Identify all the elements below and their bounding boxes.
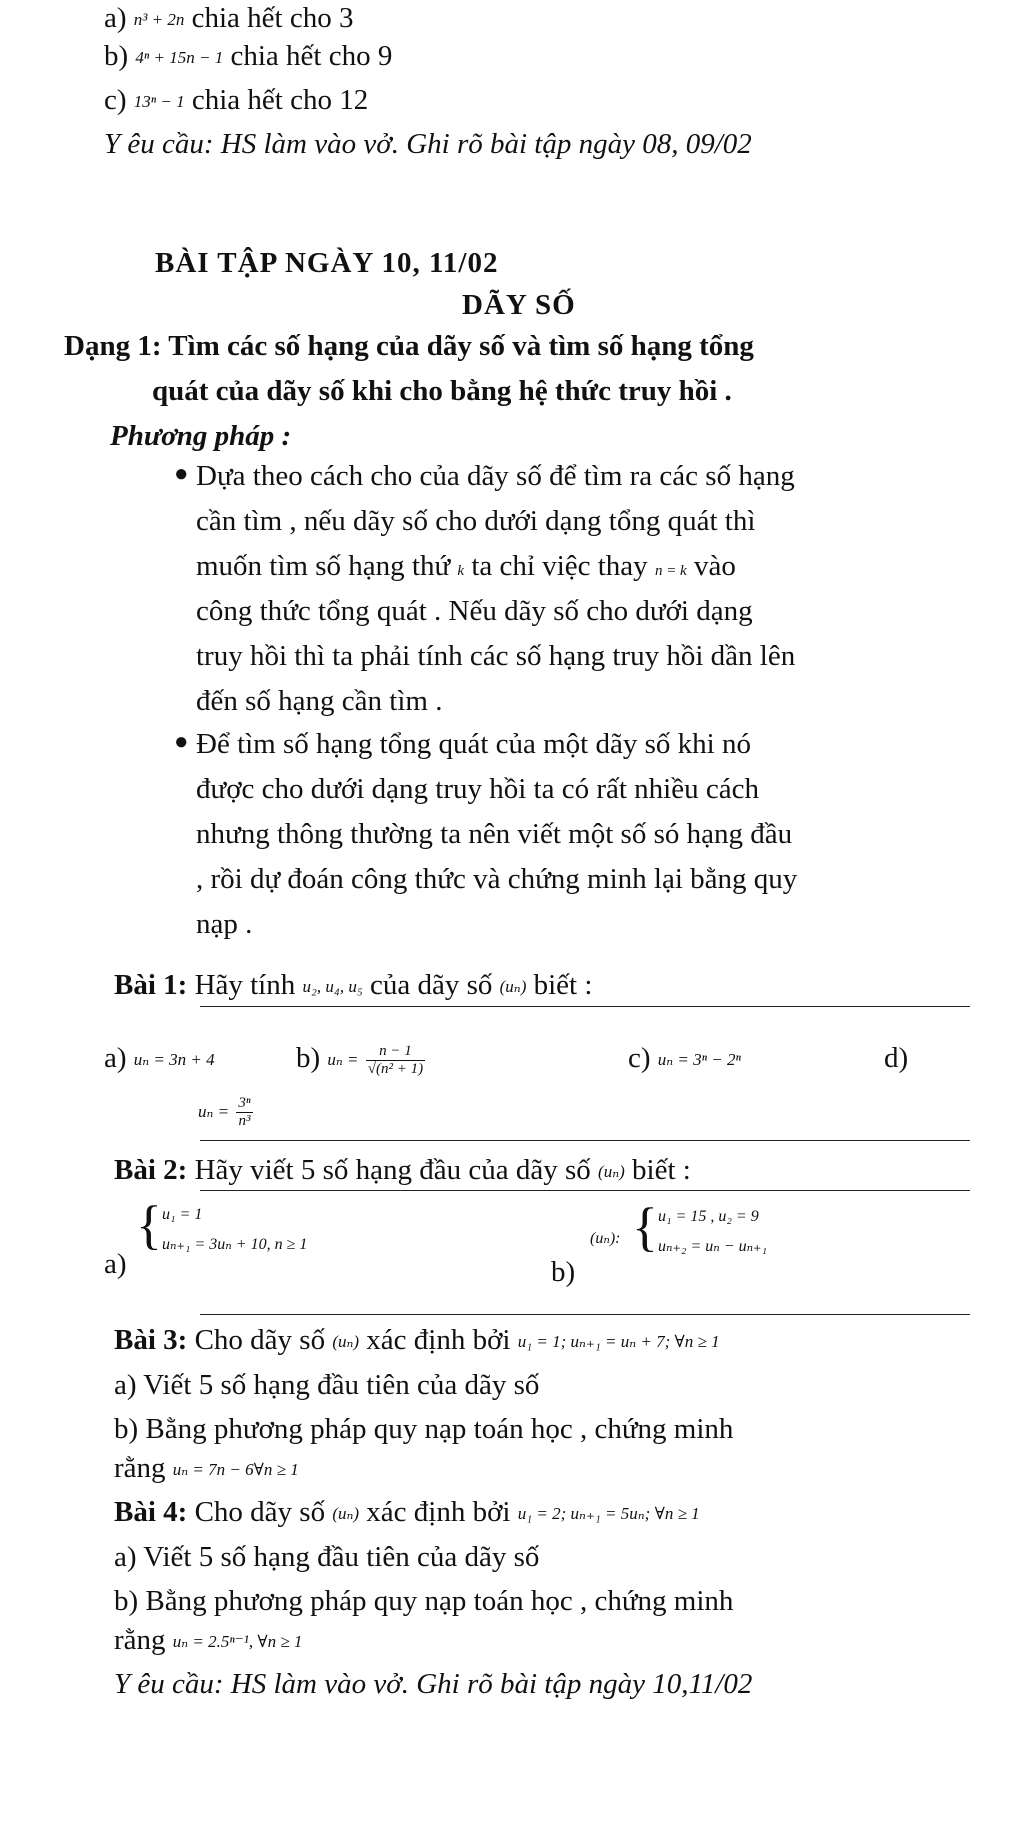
brace-icon: { — [632, 1197, 658, 1257]
bai4-item-b: b) Bằng phương pháp quy nạp toán học , chứng minh — [114, 1585, 734, 1617]
prev-item-c-expr: 13ⁿ − 1 — [133, 92, 185, 111]
bai4-item-a: a) Viết 5 số hạng đầu tiên của dãy số — [114, 1541, 540, 1573]
bai1-item-a: a) uₙ = 3n + 4 — [104, 1042, 215, 1074]
divider — [200, 1006, 970, 1007]
prev-item-a-expr: n³ + 2n — [133, 10, 185, 29]
bullet1-line1: Dựa theo cách cho của dãy số để tìm ra các số hạng — [196, 460, 795, 492]
prev-item-b: b) 4ⁿ + 15n − 1 chia hết cho 9 — [104, 40, 393, 72]
bullet1-line5: truy hồi thì ta phải tính các số hạng truy hồi dần lên — [196, 640, 796, 672]
bai1-item-d-expr: uₙ = $\frac{\text{3ⁿ}}{\text{n³}}$ — [198, 1094, 251, 1129]
bai4-heading: Bài 4: Cho dãy số (uₙ) xác định bởi u₁ = 2; uₙ₊₁ = 5uₙ; ∀n ≥ 1 — [114, 1496, 700, 1528]
bai2-item-a-label: a) — [104, 1248, 127, 1280]
divider — [200, 1314, 970, 1315]
bai2-item-b-system: u₁ = 15 , u₂ = 9 uₙ₊₂ = uₙ − uₙ₊₁ — [658, 1208, 768, 1255]
footer-requirement: Y êu cầu: HS làm vào vở. Ghi rõ bài tập ngày 10,11/02 — [114, 1668, 753, 1700]
bai2-item-a-system: u₁ = 1 uₙ₊₁ = 3uₙ + 10, n ≥ 1 — [162, 1206, 308, 1253]
dang1-heading-line1: Dạng 1: Tìm các số hạng của dãy số và tìm số hạng tổng — [64, 330, 754, 362]
bai1-item-b: b) uₙ = $\frac{n - 1}{\text{√(n² + 1)}}$ — [296, 1042, 424, 1077]
bullet1-line2: cần tìm , nếu dãy số cho dưới dạng tổng quát thì — [196, 505, 756, 537]
bullet2-line1: Để tìm số hạng tổng quát của một dãy số khi nó — [196, 728, 751, 760]
bullet-icon: ● — [174, 729, 189, 755]
method-label: Phương pháp : — [110, 420, 292, 452]
bai1-heading: Bài 1: Hãy tính u₂, u₄, u₅ của dãy số (uₙ) biết : — [114, 969, 593, 1001]
prev-requirement: Y êu cầu: HS làm vào vở. Ghi rõ bài tập ngày 08, 09/02 — [104, 128, 752, 160]
bai3-item-c: rằng uₙ = 7n − 6∀n ≥ 1 — [114, 1452, 299, 1484]
fraction: $\frac{\text{3ⁿ}}{\text{n³}}$ — [238, 1094, 251, 1129]
bai1-item-c: c) uₙ = 3ⁿ − 2ⁿ — [628, 1042, 741, 1074]
divider — [200, 1140, 970, 1141]
bai3-heading: Bài 3: Cho dãy số (uₙ) xác định bởi u₁ = 1; uₙ₊₁ = uₙ + 7; ∀n ≥ 1 — [114, 1324, 720, 1356]
divider — [200, 1190, 970, 1191]
bullet2-line5: nạp . — [196, 908, 253, 940]
bai2-item-b-seq: (uₙ): — [590, 1230, 621, 1247]
bai1-item-d-label: d) — [884, 1042, 909, 1074]
page-title: BÀI TẬP NGÀY 10, 11/02 — [155, 247, 499, 279]
bai3-item-a: a) Viết 5 số hạng đầu tiên của dãy số — [114, 1369, 540, 1401]
prev-item-b-expr: 4ⁿ + 15n − 1 — [135, 48, 224, 67]
prev-item-c: c) 13ⁿ − 1 chia hết cho 12 — [104, 84, 369, 116]
dang1-heading-line2: quát của dãy số khi cho bằng hệ thức truy hồi . — [152, 375, 732, 407]
bai2-item-b-label: b) — [551, 1256, 576, 1288]
prev-item-a: a) n³ + 2n chia hết cho 3 — [104, 2, 354, 34]
bullet1-line3: muốn tìm số hạng thứ k ta chỉ việc thay n = k vào — [196, 550, 736, 582]
bai2-heading: Bài 2: Hãy viết 5 số hạng đầu của dãy số (uₙ) biết : — [114, 1154, 691, 1186]
bullet1-line6: đến số hạng cần tìm . — [196, 685, 443, 717]
bai3-item-b: b) Bằng phương pháp quy nạp toán học , chứng minh — [114, 1413, 734, 1445]
brace-icon: { — [136, 1195, 162, 1255]
page-subtitle: DÃY SỐ — [462, 289, 576, 321]
fraction: $\frac{n - 1}{\text{√(n² + 1)}}$ — [367, 1042, 424, 1077]
bullet-icon: ● — [174, 461, 189, 487]
bullet2-line4: , rồi dự đoán công thức và chứng minh lại bằng quy — [196, 863, 798, 895]
bai4-item-c: rằng uₙ = 2.5ⁿ⁻¹, ∀n ≥ 1 — [114, 1624, 303, 1656]
bullet2-line3: nhưng thông thường ta nên viết một số só hạng đầu — [196, 818, 793, 850]
bullet2-line2: được cho dưới dạng truy hồi ta có rất nhiều cách — [196, 773, 759, 805]
bullet1-line4: công thức tổng quát . Nếu dãy số cho dưới dạng — [196, 595, 753, 627]
